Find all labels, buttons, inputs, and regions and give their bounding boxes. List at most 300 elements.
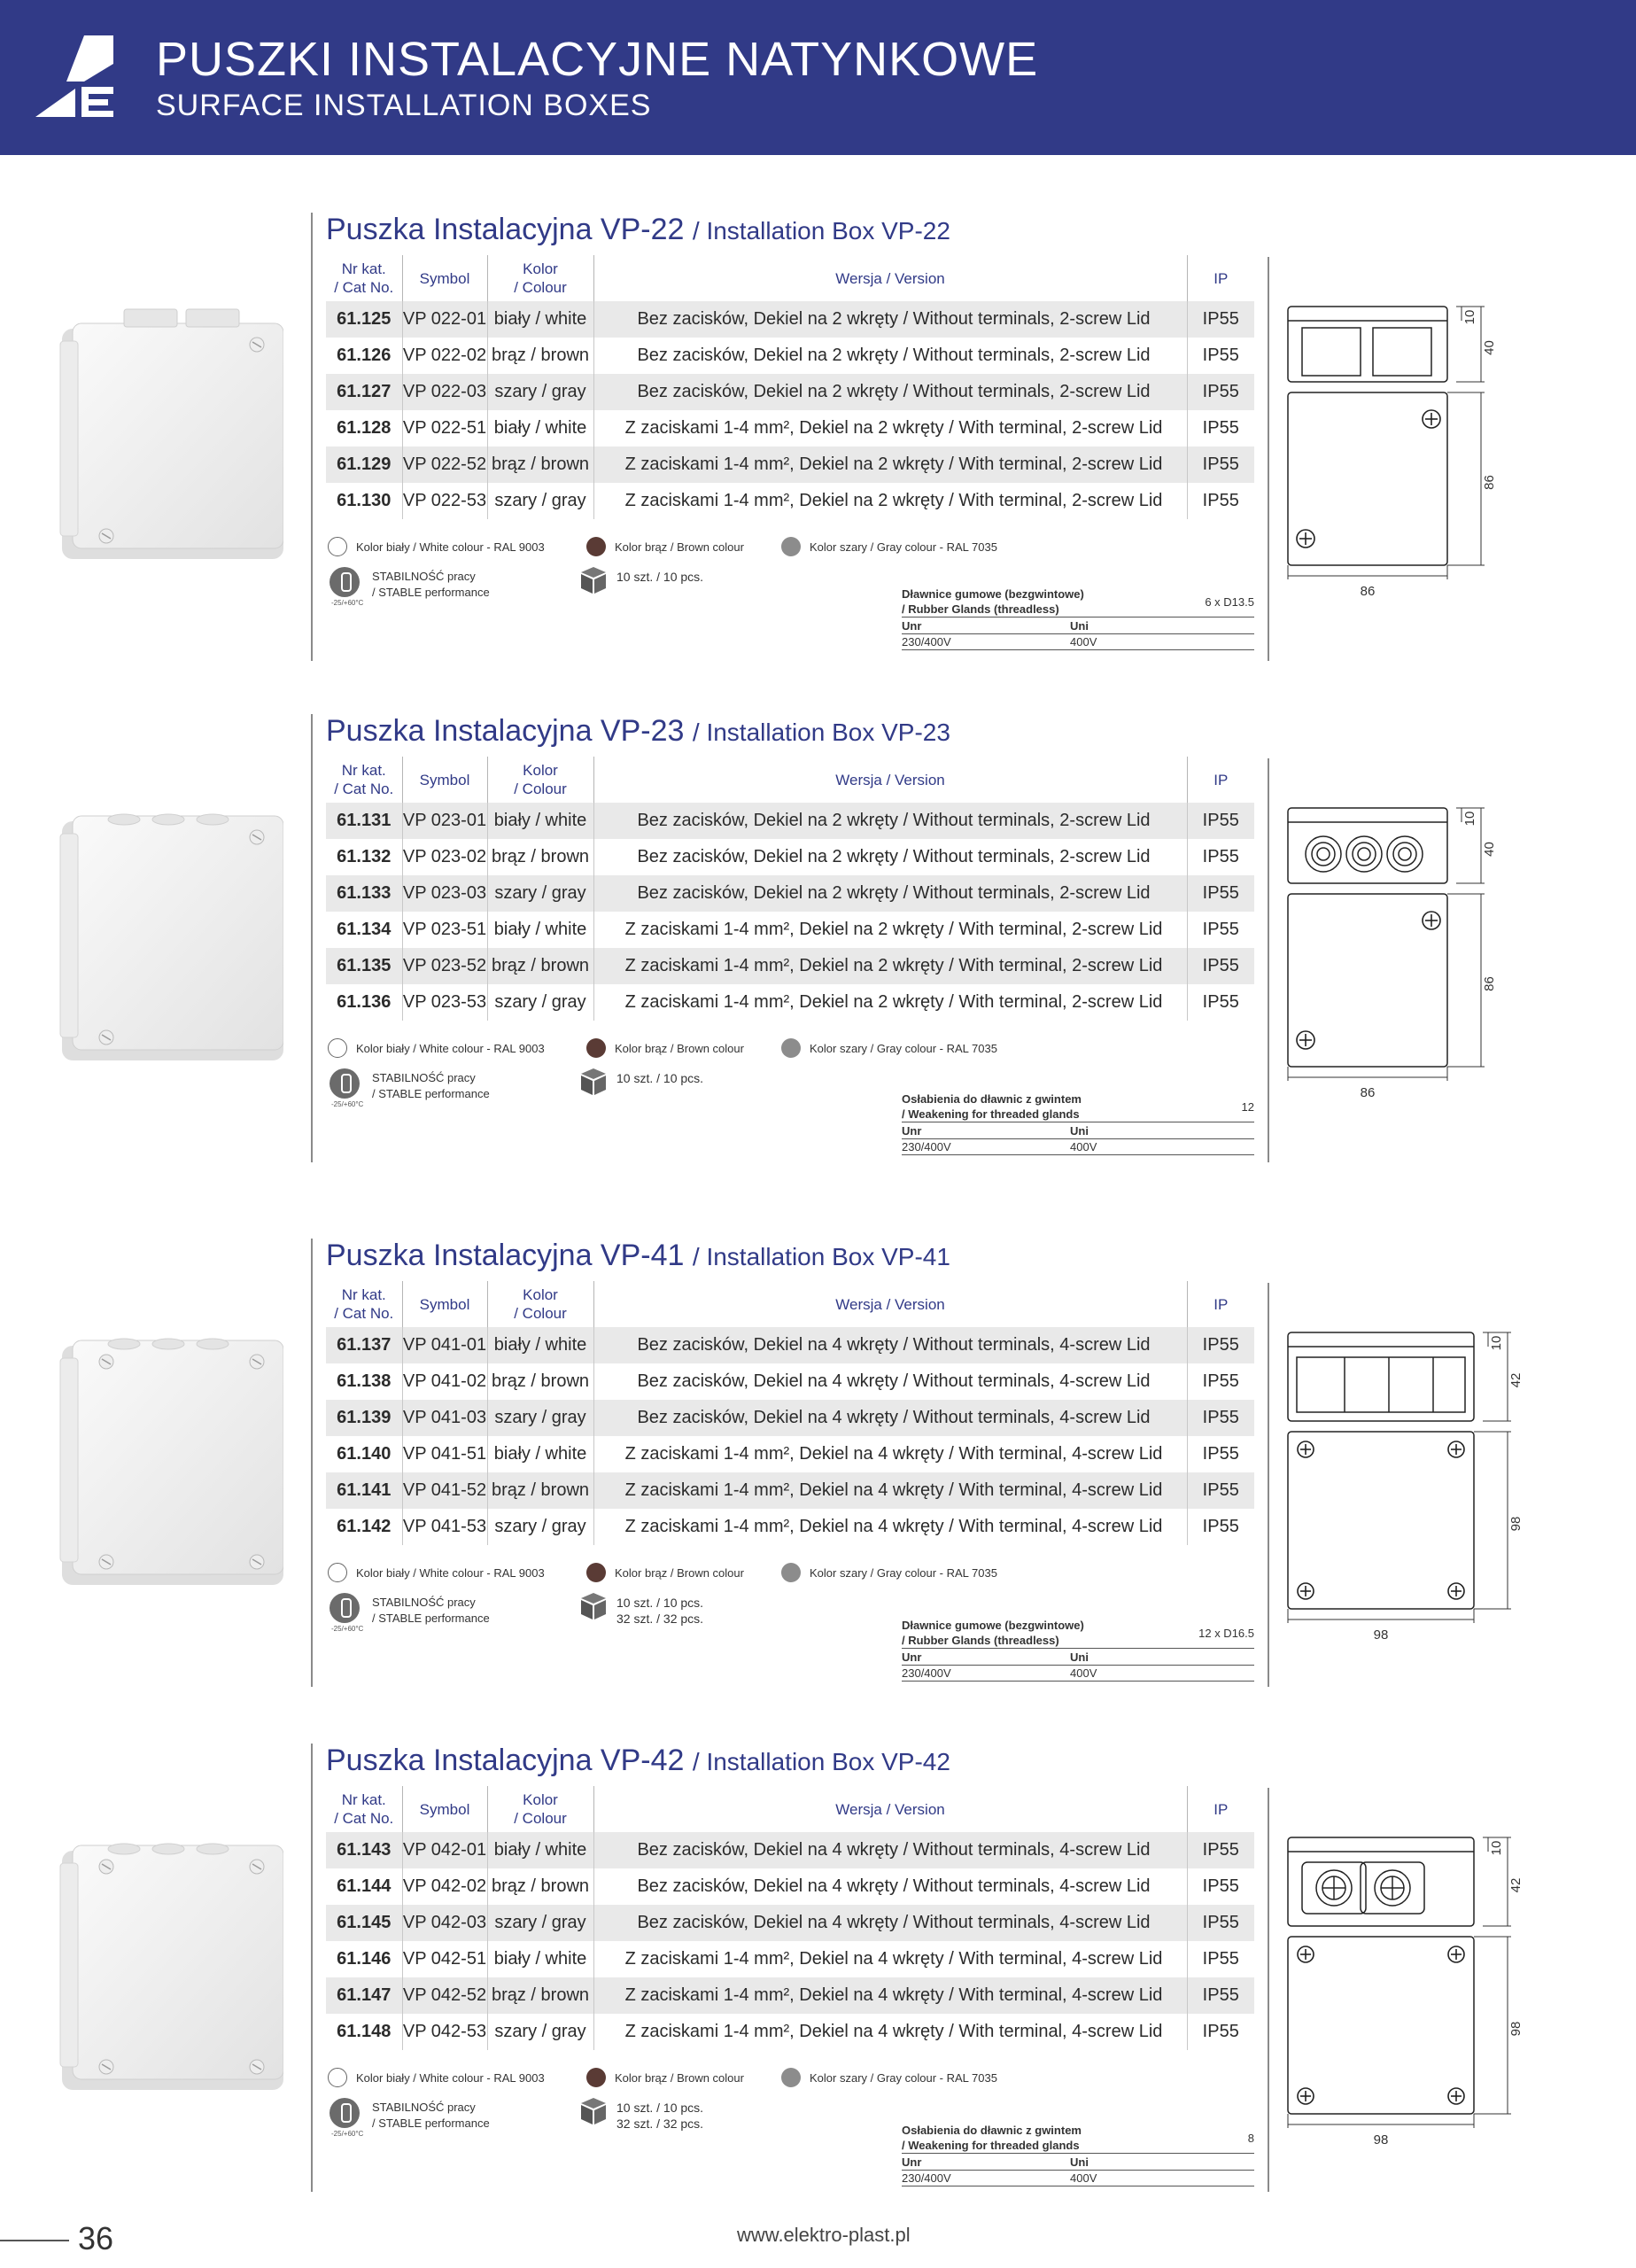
colour-cell: szary / gray (487, 875, 593, 912)
section-title (326, 1239, 950, 1273)
symbol-cell: VP 023-03 (402, 875, 487, 912)
section-divider (311, 213, 313, 661)
gray-colour-swatch (781, 1038, 801, 1058)
col-header-ip: IP (1187, 255, 1254, 301)
thermometer-icon (330, 2098, 360, 2128)
product-table (326, 255, 1254, 519)
col-header-version: Wersja / Version (593, 1281, 1187, 1327)
stability-text: STABILNOŚĆ pracy / STABLE performance (372, 1071, 490, 1100)
table-row (326, 875, 1254, 912)
white-colour-swatch (328, 537, 347, 556)
temperature-range: -25/+60°C (331, 2130, 364, 2138)
section-divider (311, 1744, 313, 2192)
table-row (326, 1436, 1254, 1472)
footer-line (0, 2240, 69, 2241)
version-cell: Bez zacisków, Dekiel na 2 wkręty / Without terminals, 2-screw Lid (593, 803, 1187, 839)
table-row (326, 1977, 1254, 2014)
packing-line: 32 szt. / 32 pcs. (616, 2117, 704, 2131)
section-title (326, 714, 950, 749)
symbol-cell: VP 023-53 (402, 984, 487, 1021)
col-header-version: Wersja / Version (593, 757, 1187, 803)
glands-table (902, 586, 1254, 650)
product-table (326, 1786, 1254, 2050)
section-title-pl: Puszka Instalacyjna VP-42 (326, 1744, 685, 1777)
stability-info (330, 567, 542, 611)
symbol-cell: VP 023-02 (402, 839, 487, 875)
version-cell: Bez zacisków, Dekiel na 4 wkręty / Without terminals, 4-screw Lid (593, 1868, 1187, 1905)
colour-cell: biały / white (487, 1436, 593, 1472)
col-header-symbol: Symbol (402, 1281, 487, 1327)
stability-info (330, 2098, 542, 2142)
cat-no-cell: 61.144 (337, 1876, 392, 1896)
page-number: 36 (78, 2220, 114, 2256)
legend-brown-label: Kolor brąz / Brown colour (615, 1566, 744, 1580)
glands-title: Dławnice gumowe (bezgwintowe) / Rubber Glands (threadless) (902, 587, 1084, 616)
symbol-cell: VP 023-51 (402, 912, 487, 948)
ip-cell: IP55 (1187, 1436, 1254, 1472)
cat-no-cell: 61.125 (326, 301, 402, 338)
packing-text (616, 569, 703, 585)
technical-drawing (1275, 1325, 1630, 1733)
table-row (326, 1832, 1254, 1868)
ip-cell: IP55 (1187, 447, 1254, 483)
stability-text: STABILNOŚĆ pracy / STABLE performance (372, 570, 490, 599)
product-table (326, 1281, 1254, 1545)
colour-cell: szary / gray (487, 1509, 593, 1545)
legend-brown-label: Kolor brąz / Brown colour (615, 2071, 744, 2085)
dim-side-label: 42 (1508, 1372, 1524, 1388)
technical-drawing (1275, 1830, 1630, 2238)
col-header-colour: Kolor / Colour (487, 757, 593, 803)
cat-no-cell: 61.138 (337, 1371, 392, 1391)
symbol-cell: VP 023-01 (402, 803, 487, 839)
colour-cell: biały / white (487, 803, 593, 839)
ip-cell: IP55 (1187, 374, 1254, 410)
cat-no-cell: 61.136 (337, 992, 392, 1012)
product-photo (53, 798, 283, 1091)
colour-legend (328, 536, 1036, 559)
dim-top-label: 10 (1462, 811, 1477, 827)
package-box-icon (581, 1593, 606, 1619)
version-cell: Bez zacisków, Dekiel na 4 wkręty / Without terminals, 4-screw Lid (593, 1832, 1187, 1868)
col-header-cat: Nr kat. / Cat No. (334, 1286, 394, 1322)
legend-white-label: Kolor biały / White colour - RAL 9003 (356, 1042, 545, 1055)
version-cell: Z zaciskami 1-4 mm², Dekiel na 2 wkręty / With terminal, 2-screw Lid (593, 447, 1187, 483)
colour-cell: szary / gray (487, 483, 593, 519)
table-row (326, 301, 1254, 338)
ip-cell: IP55 (1187, 410, 1254, 447)
cat-no-cell: 61.127 (326, 374, 402, 410)
package-box-icon (581, 2098, 606, 2124)
symbol-cell: VP 022-02 (402, 338, 487, 374)
table-row (326, 948, 1254, 984)
col-header-colour: Kolor / Colour (487, 1281, 593, 1327)
glands-value: 12 x D16.5 (1198, 1627, 1254, 1640)
ip-cell: IP55 (1187, 803, 1254, 839)
cat-no-cell: 61.133 (326, 875, 402, 912)
ip-cell: IP55 (1187, 301, 1254, 338)
glands-header-row: Unr Uni (902, 1122, 1254, 1138)
ip-cell: IP55 (1187, 338, 1254, 374)
table-row (326, 1400, 1254, 1436)
colour-cell: brąz / brown (487, 1472, 593, 1509)
table-header-row (326, 757, 1254, 803)
version-cell: Bez zacisków, Dekiel na 2 wkręty / Without terminals, 2-screw Lid (593, 374, 1187, 410)
dim-width-label: 86 (1360, 1085, 1376, 1100)
ip-cell: IP55 (1187, 875, 1254, 912)
col-header-version: Wersja / Version (593, 255, 1187, 301)
packing-line: 10 szt. / 10 pcs. (616, 1596, 704, 1610)
table-row (326, 1905, 1254, 1941)
cat-no-cell: 61.147 (326, 1977, 402, 2014)
dim-width-label: 86 (1360, 584, 1376, 599)
packing-text (616, 1595, 703, 1627)
page-header (0, 0, 1636, 155)
glands-value: 6 x D13.5 (1205, 595, 1254, 609)
col-header-ip: IP (1187, 1281, 1254, 1327)
packing-info (581, 567, 758, 611)
gray-colour-swatch (781, 2068, 801, 2087)
section-divider (1268, 1283, 1269, 1687)
version-cell: Bez zacisków, Dekiel na 2 wkręty / Without terminals, 2-screw Lid (593, 839, 1187, 875)
installation-box-photo (53, 297, 283, 589)
version-cell: Bez zacisków, Dekiel na 4 wkręty / Without terminals, 4-screw Lid (593, 1327, 1187, 1363)
dim-side-label: 40 (1482, 842, 1497, 857)
glands-value-row: 230/400V 400V (902, 633, 1254, 650)
cat-no-cell: 61.145 (326, 1905, 402, 1941)
ip-cell: IP55 (1187, 1400, 1254, 1436)
symbol-cell: VP 022-03 (402, 374, 487, 410)
symbol-cell: VP 023-52 (402, 948, 487, 984)
packing-info (581, 1068, 758, 1113)
glands-header-row: Unr Uni (902, 1648, 1254, 1665)
packing-line: 10 szt. / 10 pcs. (616, 1071, 704, 1085)
white-colour-swatch (328, 1563, 347, 1582)
ip-cell: IP55 (1187, 1832, 1254, 1868)
table-row (326, 803, 1254, 839)
version-cell: Z zaciskami 1-4 mm², Dekiel na 2 wkręty / With terminal, 2-screw Lid (593, 984, 1187, 1021)
section-divider (1268, 1788, 1269, 2192)
ip-cell: IP55 (1187, 1977, 1254, 2014)
dim-height-label: 98 (1508, 2021, 1524, 2037)
cat-no-cell: 61.132 (337, 847, 392, 866)
version-cell: Z zaciskami 1-4 mm², Dekiel na 4 wkręty / With terminal, 4-screw Lid (593, 1509, 1187, 1545)
symbol-cell: VP 022-52 (402, 447, 487, 483)
colour-cell: brąz / brown (487, 447, 593, 483)
symbol-cell: VP 041-52 (402, 1472, 487, 1509)
stability-text: STABILNOŚĆ pracy / STABLE performance (372, 2101, 490, 2130)
table-row (326, 447, 1254, 483)
packing-line: 10 szt. / 10 pcs. (616, 2101, 704, 2115)
product-section (0, 1239, 1636, 1699)
cat-no-cell: 61.140 (337, 1444, 392, 1464)
ip-cell: IP55 (1187, 948, 1254, 984)
symbol-cell: VP 022-53 (402, 483, 487, 519)
dim-width-label: 98 (1373, 2132, 1389, 2148)
colour-cell: brąz / brown (487, 1977, 593, 2014)
stability-text: STABILNOŚĆ pracy / STABLE performance (372, 1596, 490, 1625)
colour-cell: biały / white (487, 1832, 593, 1868)
colour-cell: szary / gray (487, 1400, 593, 1436)
dim-top-label: 10 (1489, 1840, 1504, 1856)
version-cell: Z zaciskami 1-4 mm², Dekiel na 4 wkręty / With terminal, 4-screw Lid (593, 1436, 1187, 1472)
table-row (326, 1509, 1254, 1545)
section-title-en: / Installation Box VP-42 (692, 1748, 950, 1775)
product-photo (53, 1828, 283, 2120)
colour-cell: brąz / brown (487, 1868, 593, 1905)
dim-top-label: 10 (1489, 1335, 1504, 1351)
page-title: PUSZKI INSTALACYJNE NATYNKOWE (156, 33, 1039, 86)
cat-no-cell: 61.134 (337, 920, 392, 939)
technical-drawing (1275, 801, 1630, 1208)
legend-white-label: Kolor biały / White colour - RAL 9003 (356, 2071, 545, 2085)
brown-colour-swatch (586, 537, 606, 556)
legend-gray-label: Kolor szary / Gray colour - RAL 7035 (810, 540, 997, 554)
colour-legend (328, 1037, 1036, 1060)
ip-cell: IP55 (1187, 912, 1254, 948)
white-colour-swatch (328, 2068, 347, 2087)
glands-title: Osłabienia do dławnic z gwintem / Weakening for threaded glands (902, 1092, 1082, 1121)
brown-colour-swatch (586, 1563, 606, 1582)
symbol-cell: VP 041-03 (402, 1400, 487, 1436)
section-title-pl: Puszka Instalacyjna VP-41 (326, 1239, 685, 1272)
dim-side-label: 40 (1482, 340, 1497, 355)
version-cell: Bez zacisków, Dekiel na 4 wkręty / Without terminals, 4-screw Lid (593, 1363, 1187, 1400)
table-header-row (326, 1281, 1254, 1327)
thermometer-icon (330, 1593, 360, 1623)
packing-text (616, 2100, 703, 2132)
legend-white-label: Kolor biały / White colour - RAL 9003 (356, 1566, 545, 1580)
col-header-cat: Nr kat. / Cat No. (334, 762, 394, 797)
symbol-cell: VP 022-51 (402, 410, 487, 447)
ip-cell: IP55 (1187, 1905, 1254, 1941)
version-cell: Z zaciskami 1-4 mm², Dekiel na 2 wkręty / With terminal, 2-screw Lid (593, 948, 1187, 984)
glands-title: Osłabienia do dławnic z gwintem / Weakening for threaded glands (902, 2124, 1082, 2152)
colour-cell: biały / white (487, 912, 593, 948)
glands-table (902, 2123, 1254, 2186)
version-cell: Bez zacisków, Dekiel na 4 wkręty / Without terminals, 4-screw Lid (593, 1400, 1187, 1436)
cat-no-cell: 61.130 (337, 491, 392, 510)
colour-legend (328, 1562, 1036, 1585)
cat-no-cell: 61.135 (326, 948, 402, 984)
col-header-version: Wersja / Version (593, 1786, 1187, 1832)
col-header-colour: Kolor / Colour (487, 255, 593, 301)
col-header-symbol: Symbol (402, 757, 487, 803)
table-row (326, 984, 1254, 1021)
technical-drawing (1275, 299, 1630, 707)
package-box-icon (581, 1068, 606, 1095)
section-title-pl: Puszka Instalacyjna VP-23 (326, 714, 685, 748)
version-cell: Bez zacisków, Dekiel na 4 wkręty / Without terminals, 4-screw Lid (593, 1905, 1187, 1941)
section-divider (1268, 257, 1269, 661)
table-row (326, 374, 1254, 410)
col-header-cat: Nr kat. / Cat No. (334, 1791, 394, 1827)
glands-table (902, 1618, 1254, 1682)
gray-colour-swatch (781, 537, 801, 556)
thermometer-icon (330, 567, 360, 597)
col-header-symbol: Symbol (402, 255, 487, 301)
page-subtitle: SURFACE INSTALLATION BOXES (156, 89, 652, 122)
glands-value-row: 230/400V 400V (902, 2170, 1254, 2186)
col-header-cat: Nr kat. / Cat No. (334, 260, 394, 296)
symbol-cell: VP 042-51 (402, 1941, 487, 1977)
ip-cell: IP55 (1187, 1327, 1254, 1363)
table-row (326, 839, 1254, 875)
colour-cell: szary / gray (487, 1905, 593, 1941)
glands-header-row: Unr Uni (902, 617, 1254, 633)
glands-value: 12 (1241, 1100, 1254, 1114)
col-header-colour: Kolor / Colour (487, 1786, 593, 1832)
colour-cell: biały / white (487, 1327, 593, 1363)
colour-cell: biały / white (487, 410, 593, 447)
product-section (0, 213, 1636, 673)
product-section (0, 714, 1636, 1175)
packing-line: 10 szt. / 10 pcs. (616, 570, 704, 584)
cat-no-cell: 61.148 (337, 2022, 392, 2041)
glands-table (902, 1091, 1254, 1155)
glands-value: 8 (1247, 2132, 1254, 2145)
cat-no-cell: 61.143 (326, 1832, 402, 1868)
table-row (326, 1363, 1254, 1400)
installation-box-photo (53, 1828, 283, 2120)
cat-no-cell: 61.139 (326, 1400, 402, 1436)
colour-legend (328, 2067, 1036, 2090)
table-row (326, 1327, 1254, 1363)
ip-cell: IP55 (1187, 1472, 1254, 1509)
product-table (326, 757, 1254, 1021)
dim-width-label: 98 (1373, 1627, 1389, 1643)
cat-no-cell: 61.142 (337, 1517, 392, 1536)
legend-gray-label: Kolor szary / Gray colour - RAL 7035 (810, 1042, 997, 1055)
version-cell: Bez zacisków, Dekiel na 2 wkręty / Without terminals, 2-screw Lid (593, 338, 1187, 374)
ip-cell: IP55 (1187, 1363, 1254, 1400)
symbol-cell: VP 042-01 (402, 1832, 487, 1868)
version-cell: Bez zacisków, Dekiel na 2 wkręty / Without terminals, 2-screw Lid (593, 301, 1187, 338)
glands-title: Dławnice gumowe (bezgwintowe) / Rubber Glands (threadless) (902, 1619, 1084, 1647)
product-photo (53, 297, 283, 589)
section-title-en: / Installation Box VP-22 (692, 217, 950, 245)
website-link[interactable]: www.elektro-plast.pl (737, 2224, 911, 2246)
colour-cell: szary / gray (487, 984, 593, 1021)
cat-no-cell: 61.146 (337, 1949, 392, 1969)
colour-cell: brąz / brown (487, 338, 593, 374)
ip-cell: IP55 (1187, 483, 1254, 519)
col-header-ip: IP (1187, 1786, 1254, 1832)
section-title-pl: Puszka Instalacyjna VP-22 (326, 213, 685, 246)
colour-cell: brąz / brown (487, 1363, 593, 1400)
brown-colour-swatch (586, 2068, 606, 2087)
installation-box-photo (53, 1323, 283, 1615)
white-colour-swatch (328, 1038, 347, 1058)
glands-value-row: 230/400V 400V (902, 1138, 1254, 1155)
section-title (326, 1744, 950, 1778)
packing-text (616, 1070, 703, 1086)
table-row (326, 338, 1254, 374)
colour-cell: biały / white (487, 301, 593, 338)
cat-no-cell: 61.129 (326, 447, 402, 483)
symbol-cell: VP 041-02 (402, 1363, 487, 1400)
symbol-cell: VP 022-01 (402, 301, 487, 338)
ip-cell: IP55 (1187, 1868, 1254, 1905)
version-cell: Z zaciskami 1-4 mm², Dekiel na 4 wkręty / With terminal, 4-screw Lid (593, 2014, 1187, 2050)
table-row (326, 1472, 1254, 1509)
table-row (326, 2014, 1254, 2050)
symbol-cell: VP 042-52 (402, 1977, 487, 2014)
glands-value-row: 230/400V 400V (902, 1665, 1254, 1682)
ip-cell: IP55 (1187, 2014, 1254, 2050)
colour-cell: szary / gray (487, 374, 593, 410)
ip-cell: IP55 (1187, 1509, 1254, 1545)
packing-info (581, 1593, 758, 1637)
table-row (326, 1868, 1254, 1905)
product-section (0, 1744, 1636, 2204)
installation-box-photo (53, 798, 283, 1091)
dim-top-label: 10 (1462, 309, 1477, 325)
cat-no-cell: 61.131 (326, 803, 402, 839)
stability-info (330, 1593, 542, 1637)
legend-brown-label: Kolor brąz / Brown colour (615, 540, 744, 554)
ip-cell: IP55 (1187, 1941, 1254, 1977)
thermometer-icon (330, 1068, 360, 1099)
symbol-cell: VP 042-03 (402, 1905, 487, 1941)
table-row (326, 483, 1254, 519)
colour-cell: biały / white (487, 1941, 593, 1977)
symbol-cell: VP 042-02 (402, 1868, 487, 1905)
section-divider (311, 714, 313, 1162)
version-cell: Z zaciskami 1-4 mm², Dekiel na 4 wkręty / With terminal, 4-screw Lid (593, 1472, 1187, 1509)
colour-cell: brąz / brown (487, 948, 593, 984)
package-box-icon (581, 567, 606, 594)
version-cell: Z zaciskami 1-4 mm², Dekiel na 4 wkręty / With terminal, 4-screw Lid (593, 1941, 1187, 1977)
temperature-range: -25/+60°C (331, 599, 364, 607)
legend-white-label: Kolor biały / White colour - RAL 9003 (356, 540, 545, 554)
section-title-en: / Installation Box VP-23 (692, 718, 950, 746)
glands-header-row: Unr Uni (902, 2153, 1254, 2170)
symbol-cell: VP 041-01 (402, 1327, 487, 1363)
version-cell: Z zaciskami 1-4 mm², Dekiel na 2 wkręty / With terminal, 2-screw Lid (593, 483, 1187, 519)
temperature-range: -25/+60°C (331, 1100, 364, 1108)
section-title (326, 213, 950, 247)
cat-no-cell: 61.137 (326, 1327, 402, 1363)
gray-colour-swatch (781, 1563, 801, 1582)
legend-gray-label: Kolor szary / Gray colour - RAL 7035 (810, 1566, 997, 1580)
dim-height-label: 86 (1482, 976, 1497, 991)
dim-side-label: 42 (1508, 1877, 1524, 1893)
dim-height-label: 98 (1508, 1516, 1524, 1532)
product-photo (53, 1323, 283, 1615)
table-row (326, 1941, 1254, 1977)
table-header-row (326, 255, 1254, 301)
temperature-range: -25/+60°C (331, 1625, 364, 1633)
packing-info (581, 2098, 758, 2142)
colour-cell: brąz / brown (487, 839, 593, 875)
ip-cell: IP55 (1187, 984, 1254, 1021)
version-cell: Bez zacisków, Dekiel na 2 wkręty / Without terminals, 2-screw Lid (593, 875, 1187, 912)
stability-info (330, 1068, 542, 1113)
section-divider (311, 1239, 313, 1687)
colour-cell: szary / gray (487, 2014, 593, 2050)
company-logo (35, 35, 124, 124)
legend-brown-label: Kolor brąz / Brown colour (615, 1042, 744, 1055)
section-title-en: / Installation Box VP-41 (692, 1243, 950, 1270)
version-cell: Z zaciskami 1-4 mm², Dekiel na 2 wkręty / With terminal, 2-screw Lid (593, 912, 1187, 948)
cat-no-cell: 61.141 (326, 1472, 402, 1509)
col-header-symbol: Symbol (402, 1786, 487, 1832)
symbol-cell: VP 042-53 (402, 2014, 487, 2050)
version-cell: Z zaciskami 1-4 mm², Dekiel na 4 wkręty / With terminal, 4-screw Lid (593, 1977, 1187, 2014)
legend-gray-label: Kolor szary / Gray colour - RAL 7035 (810, 2071, 997, 2085)
version-cell: Z zaciskami 1-4 mm², Dekiel na 2 wkręty / With terminal, 2-screw Lid (593, 410, 1187, 447)
